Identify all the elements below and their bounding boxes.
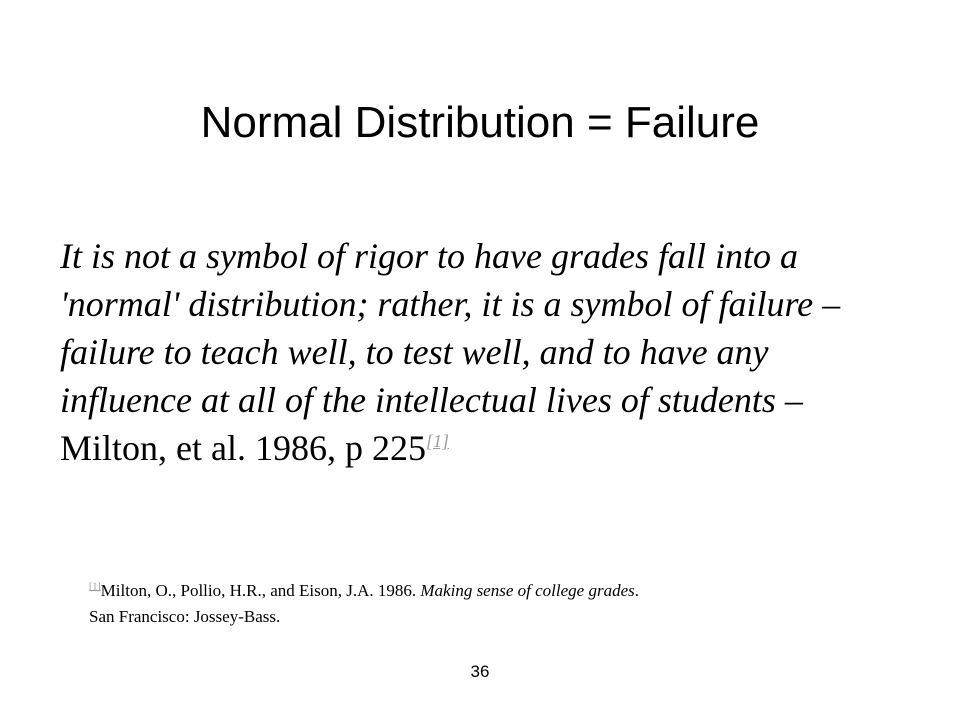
footnote-marker-link[interactable]: [1] — [89, 581, 101, 593]
footnote-title-period: . — [634, 581, 639, 600]
quote-text: It is not a symbol of rigor to have grades fall into a 'normal' distribution; rather, it is a symbol of failure – failure to teach well, to test well, and to have any influence at all of the intellectual lives of students — [60, 236, 841, 420]
footnote-reference-link[interactable]: [1] — [425, 431, 449, 451]
footnote-authors: Milton, O., Pollio, H.R., and Eison, J.A. 1986. — [100, 581, 421, 600]
footnote-publisher: San Francisco: Jossey-Bass. — [89, 607, 281, 626]
footnote — [89, 578, 889, 630]
page-number: 36 — [470, 662, 490, 681]
quote-separator: – — [775, 380, 803, 420]
footnote-book-title: Making sense of college grades — [420, 581, 635, 600]
quote-block — [60, 232, 880, 472]
quote-attribution: Milton, et al. 1986, p 225 — [60, 428, 426, 468]
slide-title: Normal Distribution = Failure — [200, 98, 760, 147]
